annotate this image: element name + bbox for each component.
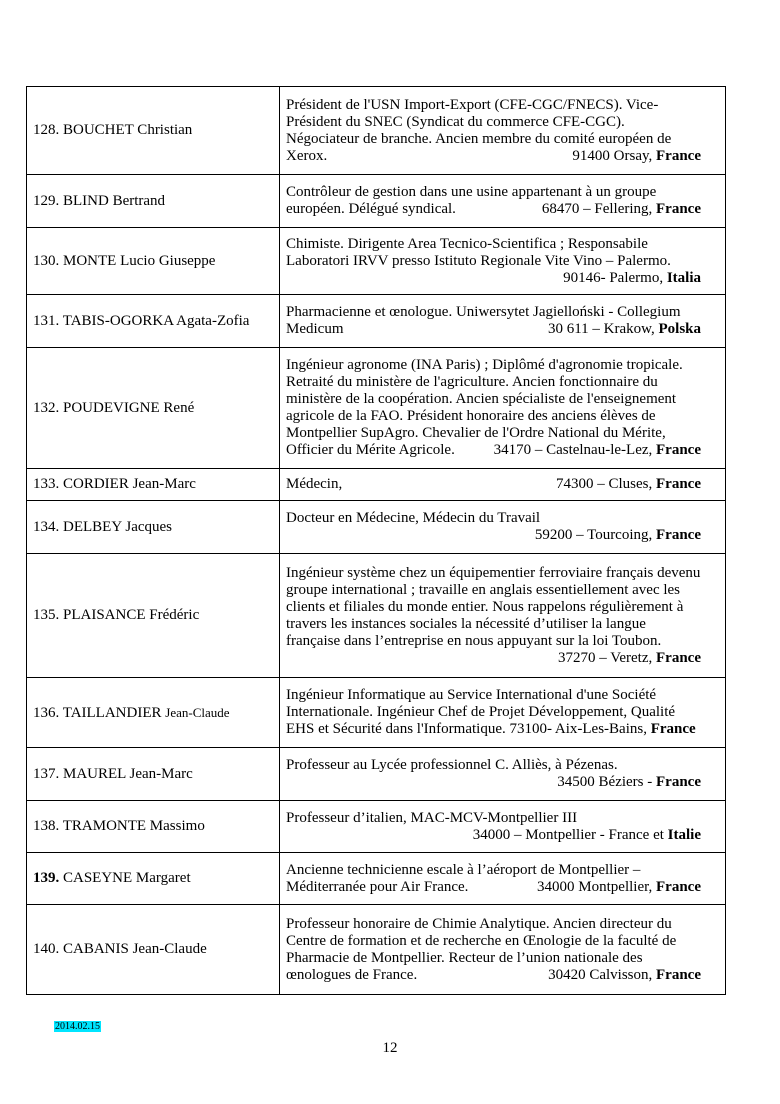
member-description: Médecin, xyxy=(286,476,343,492)
table-row xyxy=(27,295,726,348)
table-row xyxy=(27,501,726,554)
member-description: Professeur d’italien, MAC-MCV-Montpellier III xyxy=(286,809,578,826)
member-name-cell xyxy=(27,501,280,554)
table-row xyxy=(27,228,726,295)
table-row xyxy=(27,905,726,995)
table-row xyxy=(27,748,726,801)
table-row xyxy=(27,678,726,748)
member-name: CORDIER Jean-Marc xyxy=(63,476,196,492)
member-description: Ancienne technicienne escale à l’aéroport de Montpellier – Méditerranée pour Air France. xyxy=(286,861,641,895)
member-name: DELBEY Jacques xyxy=(63,518,172,535)
member-location: 90146- Palermo, xyxy=(563,269,664,286)
member-country: France xyxy=(656,147,701,164)
member-name: TAILLANDIER xyxy=(62,704,162,721)
member-country: France xyxy=(656,774,701,790)
member-name-cell xyxy=(27,87,280,175)
member-description-cell xyxy=(280,295,726,348)
member-description-cell xyxy=(280,853,726,905)
member-location: 34170 – Castelnau-le-Lez, xyxy=(493,442,653,458)
member-country: Polska xyxy=(658,321,701,337)
page-number: 12 xyxy=(382,1040,398,1056)
table-row xyxy=(27,853,726,905)
member-name-cell xyxy=(27,905,280,995)
member-country: France xyxy=(656,442,701,458)
member-description: Ingénieur agronome (INA Paris) ; Diplômé d'agronomie tropicale. Retraité du ministère de l'agriculture. Ancien fonctionnaire du ministère de la coopération. Ancien spécialiste de l'enseignement agricole de la FAO. Président honoraire des anciens élèves de Montpellier SupAgro. Chevalier de l'Ordre National du Mérite, Officier du Mérite Agricole. xyxy=(286,357,683,458)
member-description-cell xyxy=(280,678,726,748)
member-name-cell xyxy=(27,469,280,501)
member-number: 131. xyxy=(33,312,60,329)
members-table xyxy=(26,86,726,995)
member-name: CASEYNE Margaret xyxy=(63,870,191,886)
member-name-cell xyxy=(27,554,280,678)
member-name: POUDEVIGNE René xyxy=(63,399,195,416)
member-number: 138. xyxy=(33,818,60,834)
member-number: 140. xyxy=(33,941,60,957)
member-name: MONTE Lucio Giuseppe xyxy=(63,252,216,269)
member-description: Chimiste. Dirigente Area Tecnico-Scientifica ; Responsabile Laboratori IRVV presso Istituto Regionale Vite Vino – Palermo. xyxy=(286,235,671,269)
member-name-cell xyxy=(27,228,280,295)
member-location: 68470 – Fellering, xyxy=(541,201,653,217)
member-description: Pharmacienne et œnologue. Uniwersytet Jagielloński - Collegium Medicum xyxy=(286,304,681,337)
member-name: TRAMONTE Massimo xyxy=(62,818,205,834)
member-description-cell xyxy=(280,469,726,501)
member-name-cell xyxy=(27,175,280,228)
date-stamp: 2014.02.15 xyxy=(55,1021,100,1032)
member-description: Contrôleur de gestion dans une usine appartenant à un groupe européen. Délégué syndical. xyxy=(286,184,657,217)
member-country: Italie xyxy=(667,826,701,843)
member-location: 37270 – Veretz, xyxy=(557,649,653,666)
member-location: 59200 – Tourcoing, xyxy=(534,527,653,543)
member-country: Italia xyxy=(666,269,701,286)
member-name: CABANIS Jean-Claude xyxy=(63,941,207,957)
member-number: 130. xyxy=(33,252,60,269)
table-row xyxy=(27,469,726,501)
member-name-cell xyxy=(27,748,280,801)
member-number: 133. xyxy=(33,476,60,492)
member-location: 30420 Calvisson, xyxy=(548,966,653,983)
member-description-cell xyxy=(280,801,726,853)
member-country: France xyxy=(656,966,701,983)
member-country: France xyxy=(656,527,701,543)
member-description: Ingénieur système chez un équipementier ferroviaire français devenu groupe international ; travaille en anglais essentiellement avec les clients et filiales du monde entier. Nous rappelons régulièrement à travers les instances sociales la nécessité d’utiliser la langue française dans l’entreprise en nous appuyant sur la loi Toubon. xyxy=(286,564,701,649)
member-number: 134. xyxy=(33,518,60,535)
member-name-cell xyxy=(27,853,280,905)
member-country: France xyxy=(650,721,696,737)
member-description: Docteur en Médecine, Médecin du Travail xyxy=(286,510,541,526)
member-name-cell xyxy=(27,678,280,748)
member-country: France xyxy=(656,649,701,666)
member-location: 34500 Béziers - xyxy=(557,774,653,790)
member-description-cell xyxy=(280,348,726,469)
member-location: 30 611 – Krakow, xyxy=(547,321,655,337)
member-number: 128. xyxy=(33,122,60,138)
member-name: PLAISANCE Frédéric xyxy=(63,607,200,623)
member-name: TABIS-OGORKA Agata-Zofia xyxy=(62,312,250,329)
member-name-cell xyxy=(27,348,280,469)
member-number: 129. xyxy=(33,192,60,209)
member-name: BLIND Bertrand xyxy=(63,192,166,209)
member-name-cell xyxy=(27,801,280,853)
member-country: France xyxy=(656,201,701,217)
member-description-cell xyxy=(280,905,726,995)
table-row xyxy=(27,554,726,678)
table-row xyxy=(27,87,726,175)
member-description-cell xyxy=(280,554,726,678)
member-number: 135. xyxy=(33,607,60,623)
member-name: MAUREL Jean-Marc xyxy=(63,765,193,782)
member-description-cell xyxy=(280,228,726,295)
member-country: France xyxy=(656,878,701,895)
member-description-cell xyxy=(280,87,726,175)
member-location: 34000 Montpellier, xyxy=(537,878,653,895)
member-description-cell xyxy=(280,175,726,228)
member-description: Président de l'USN Import-Export (CFE-CGC/FNECS). Vice-Président du SNEC (Syndicat du commerce CFE-CGC). Négociateur de branche. Ancien membre du comité européen de Xerox. xyxy=(286,96,672,164)
member-location: 91400 Orsay, xyxy=(572,147,653,164)
member-number: 139. xyxy=(33,870,60,886)
table-row xyxy=(27,348,726,469)
member-description-cell xyxy=(280,748,726,801)
member-number: 137. xyxy=(33,765,60,782)
member-name-cell xyxy=(27,295,280,348)
member-description: Professeur au Lycée professionnel C. Alliès, à Pézenas. xyxy=(286,757,618,773)
member-name: BOUCHET Christian xyxy=(63,122,193,138)
member-number: 132. xyxy=(33,399,60,416)
member-description: Professeur honoraire de Chimie Analytique. Ancien directeur du Centre de formation et de recherche en Œnologie de la faculté de Pharmacie de Montpellier. Recteur de l’union nationale des œnologues de France. xyxy=(286,915,677,983)
member-description: Ingénieur Informatique au Service International d'une Société Internationale. Ingénieur Chef de Projet Développement, Qualité EHS et Sécurité dans l'Informatique. 73100- Aix-Les-Bains, xyxy=(286,687,676,737)
table-row xyxy=(27,801,726,853)
member-first-name: Jean-Claude xyxy=(165,704,230,720)
member-location: 74300 – Cluses, xyxy=(556,476,653,492)
member-number: 136. xyxy=(33,704,60,721)
member-description-cell xyxy=(280,501,726,554)
table-row xyxy=(27,175,726,228)
member-location: 34000 – Montpellier - France et xyxy=(472,826,664,843)
member-country: France xyxy=(656,476,701,492)
